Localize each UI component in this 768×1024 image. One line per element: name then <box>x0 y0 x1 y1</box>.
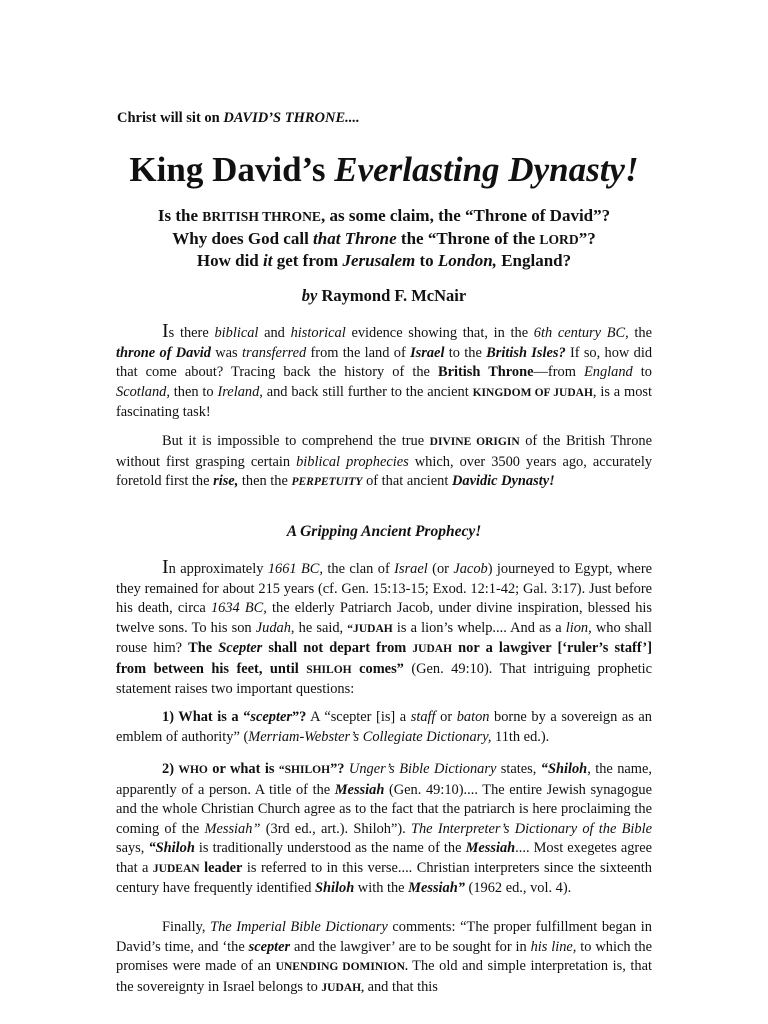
text-bold: leader <box>199 859 243 876</box>
text-run: says, <box>116 840 149 856</box>
text-italic: staff <box>410 709 436 725</box>
text-run: the clan of <box>323 561 395 577</box>
text-run: (1962 ed., vol. 4). <box>464 880 572 896</box>
text-bold-smallcaps: “JUDAH <box>347 622 393 635</box>
text-run: (or <box>427 561 454 577</box>
subtitle-block <box>0 205 768 272</box>
text-run: from the land of <box>306 344 411 361</box>
text-run: and back still further to the ancient <box>262 383 473 400</box>
text-italic: The Interpreter’s Dictionary of the Bible <box>410 820 652 837</box>
subtitle-text: get from <box>272 251 343 270</box>
text-bold: 1) What is a “ <box>162 709 251 725</box>
text-italic: Jacob <box>453 561 488 577</box>
text-run: which, over 3500 years ago, accurately foretold first the <box>116 453 653 489</box>
text-run: is traditionally understood as the name of the <box>194 840 466 856</box>
text-run: n approximately <box>168 561 268 577</box>
text-bold-smallcaps: KINGDOM OF JUDAH <box>472 386 593 399</box>
subtitle-smallcaps: BRITISH THRONE <box>202 209 321 224</box>
subtitle-text: ”? <box>578 228 596 248</box>
text-bold: ”? <box>330 761 345 777</box>
text-run: of the British Throne without first grasping certain <box>116 433 653 470</box>
text-run: and <box>258 325 291 341</box>
text-italic: 1634 BC, <box>210 600 267 616</box>
text-run: to the <box>444 344 487 361</box>
text-run: and that this <box>363 978 438 995</box>
text-bold-smallcaps: UNENDING DOMINION. <box>275 961 408 973</box>
text-italic: Judah <box>255 619 291 636</box>
title-italic: Everlasting Dynasty! <box>334 150 639 189</box>
text-bold: comes” <box>351 660 404 677</box>
text-bold: or what is <box>207 761 279 777</box>
text-run: with the <box>354 880 409 896</box>
text-italic: Israel <box>394 561 428 577</box>
text-italic: biblical <box>214 325 259 341</box>
text-italic: 1661 BC, <box>267 561 323 577</box>
text-italic: England <box>583 364 633 380</box>
text-bold-italic: rise, <box>213 473 239 489</box>
text-italic: The Imperial Bible Dictionary <box>210 919 388 935</box>
subtitle-italic: London, <box>437 251 497 270</box>
text-bold: ”? <box>291 709 307 725</box>
text-run: (Gen. 49:10). That intriguing prophetic statement raises two important questions: <box>116 660 652 697</box>
author-name: Raymond F. McNair <box>317 286 467 305</box>
text-italic: baton <box>456 709 490 725</box>
text-run: , is a most fascinating task! <box>116 383 653 420</box>
text-italic: Messiah” <box>204 820 261 837</box>
title-plain: King David’s <box>129 150 335 189</box>
text-run: A “scepter [is] a <box>306 709 411 725</box>
text-bold-italic: scepter <box>248 938 291 955</box>
text-run: (3rd ed., art.). Shiloh”). <box>260 820 411 837</box>
text-run: .... Most exegetes agree that a <box>116 840 652 876</box>
subtitle-text: , as some claim, the “Throne of David”? <box>320 206 611 225</box>
text-run: ) journeyed to Egypt, where they remained for about 215 years (cf. Gen. 15:13-15; Exod. 12:1-42; Gal. 3:17). Just before his death, circa <box>116 561 652 616</box>
subtitle-line-3 <box>0 250 768 272</box>
subtitle-text: Why does God call <box>172 228 314 248</box>
text-run: But it is impossible to comprehend the true <box>162 433 430 449</box>
text-bold-italic: Shiloh <box>315 880 355 896</box>
kicker-prefix: Christ will sit on <box>117 110 224 126</box>
subtitle-smallcaps: LORD <box>539 231 579 247</box>
text-italic: 6th century BC <box>533 325 626 341</box>
text-run: borne by a sovereign as an emblem of authority” ( <box>116 709 652 745</box>
text-bold-italic: Messiah <box>334 781 385 798</box>
text-run: who shall rouse him? <box>116 619 652 656</box>
text-bold-italic: scepter <box>250 709 292 725</box>
text-bold-italic: Scepter <box>218 640 263 656</box>
subtitle-line-2 <box>0 228 768 251</box>
article-title <box>0 148 768 192</box>
text-bold-italic-smallcaps: PERPETUITY <box>291 476 363 488</box>
text-italic: Ireland, <box>217 383 263 400</box>
text-bold-italic: “Shiloh <box>148 840 195 856</box>
subtitle-italic: Jerusalem <box>342 251 416 270</box>
text-bold: nor a lawgiver [‘ruler’s staff’] from between his feet, until <box>116 640 652 677</box>
text-italic: transferred <box>241 344 307 361</box>
text-bold-smallcaps: DIVINE ORIGIN <box>429 436 520 448</box>
text-run: to <box>632 364 652 380</box>
paragraph-question-1 <box>116 708 652 747</box>
text-run: states, <box>496 761 541 777</box>
text-italic: historical <box>290 325 346 341</box>
text-run: to which the promises were made of an <box>116 938 652 974</box>
section-heading: A Gripping Ancient Prophecy! <box>286 523 482 540</box>
text-run: or <box>435 709 457 725</box>
text-run: , the name, apparently of a person. A title of the <box>116 761 652 798</box>
drop-initial: I <box>162 556 169 578</box>
text-bold-smallcaps: SHILOH <box>306 663 352 676</box>
text-run: the elderly Patriarch Jacob, under divine inspiration, blessed his twelve sons. To his son <box>116 600 652 636</box>
text-run: —from <box>533 364 584 380</box>
text-run: then the <box>238 473 292 489</box>
kicker-emphasis: DAVID’S THRONE.... <box>223 110 360 126</box>
subtitle-italic: it <box>263 251 273 270</box>
text-bold-italic: Davidic Dynasty! <box>451 473 555 489</box>
text-run: , the <box>625 325 652 341</box>
text-run: of that ancient <box>362 473 452 489</box>
text-italic: biblical prophecies <box>296 453 409 470</box>
text-bold-smallcaps: JUDEAN <box>152 862 200 875</box>
text-bold-italic: Messiah <box>465 840 516 856</box>
text-run: (Gen. 49:10).... The entire Jewish synagogue and the whole Christian Church agree as to the fact that the patriarch is here proclaiming the coming of the <box>116 781 652 837</box>
text-bold: shall not depart from <box>262 640 413 656</box>
text-run: The old and simple interpretation is, that the sovereignty in Israel belongs to <box>116 958 652 995</box>
subtitle-text: to <box>415 251 438 270</box>
text-bold-smallcaps: “SHILOH <box>278 764 331 776</box>
text-run: s there <box>168 325 215 341</box>
text-run: 11th ed.). <box>491 728 550 745</box>
text-bold: British Throne <box>438 364 534 380</box>
text-italic: Unger’s Bible Dictionary <box>348 761 497 777</box>
text-italic: Merriam-Webster’s Collegiate Dictionary, <box>248 728 492 745</box>
text-run: Finally, <box>162 919 211 935</box>
subtitle-line-1 <box>0 205 768 228</box>
text-bold: 2) <box>162 761 179 777</box>
text-bold: The <box>188 640 219 656</box>
text-run: , he said, <box>290 619 348 636</box>
text-bold-italic: British Isles? <box>486 344 566 361</box>
text-bold-smallcaps: JUDAH, <box>321 981 364 994</box>
text-bold-italic: throne of David <box>116 344 211 361</box>
subtitle-text: England? <box>496 251 572 270</box>
text-bold-smallcaps: JUDAH <box>412 643 453 655</box>
paragraph-intro <box>116 320 653 423</box>
paragraph-prophecy <box>116 556 652 700</box>
text-bold-italic: Israel <box>410 344 445 361</box>
text-run: If so, how did that come about? Tracing back the history of the <box>116 344 653 380</box>
text-run: evidence showing that, in the <box>345 325 534 341</box>
text-run: was <box>210 344 242 361</box>
text-run: and the lawgiver’ are to be sought for in <box>290 938 531 955</box>
text-italic: Scotland, <box>116 383 170 400</box>
byline <box>0 286 768 306</box>
paragraph-question-2 <box>116 760 652 899</box>
paragraph-origin <box>116 432 652 493</box>
text-bold-italic: “Shiloh <box>540 761 588 777</box>
text-bold-italic: Messiah” <box>408 880 465 896</box>
text-italic: lion, <box>565 619 592 636</box>
subtitle-text: How did <box>196 251 263 270</box>
kicker-line <box>117 110 360 127</box>
paragraph-imperial <box>116 918 652 998</box>
subtitle-text: the “Throne of the <box>396 228 540 248</box>
text-run: is referred to in this verse.... Christian interpreters since the sixteenth century have frequently identified <box>116 859 652 896</box>
text-run: then to <box>169 383 218 400</box>
subtitle-text: Is the <box>157 206 203 225</box>
drop-initial: I <box>162 320 169 342</box>
text-bold-smallcaps: WHO <box>178 764 208 776</box>
byline-by: by <box>301 286 318 305</box>
text-run: is a lion’s whelp.... And as a <box>392 619 566 636</box>
text-italic: his line, <box>530 938 577 955</box>
text-run: comments: “The proper fulfillment began in David’s time, and ‘the <box>116 919 653 955</box>
subtitle-italic: that Throne <box>313 228 397 248</box>
